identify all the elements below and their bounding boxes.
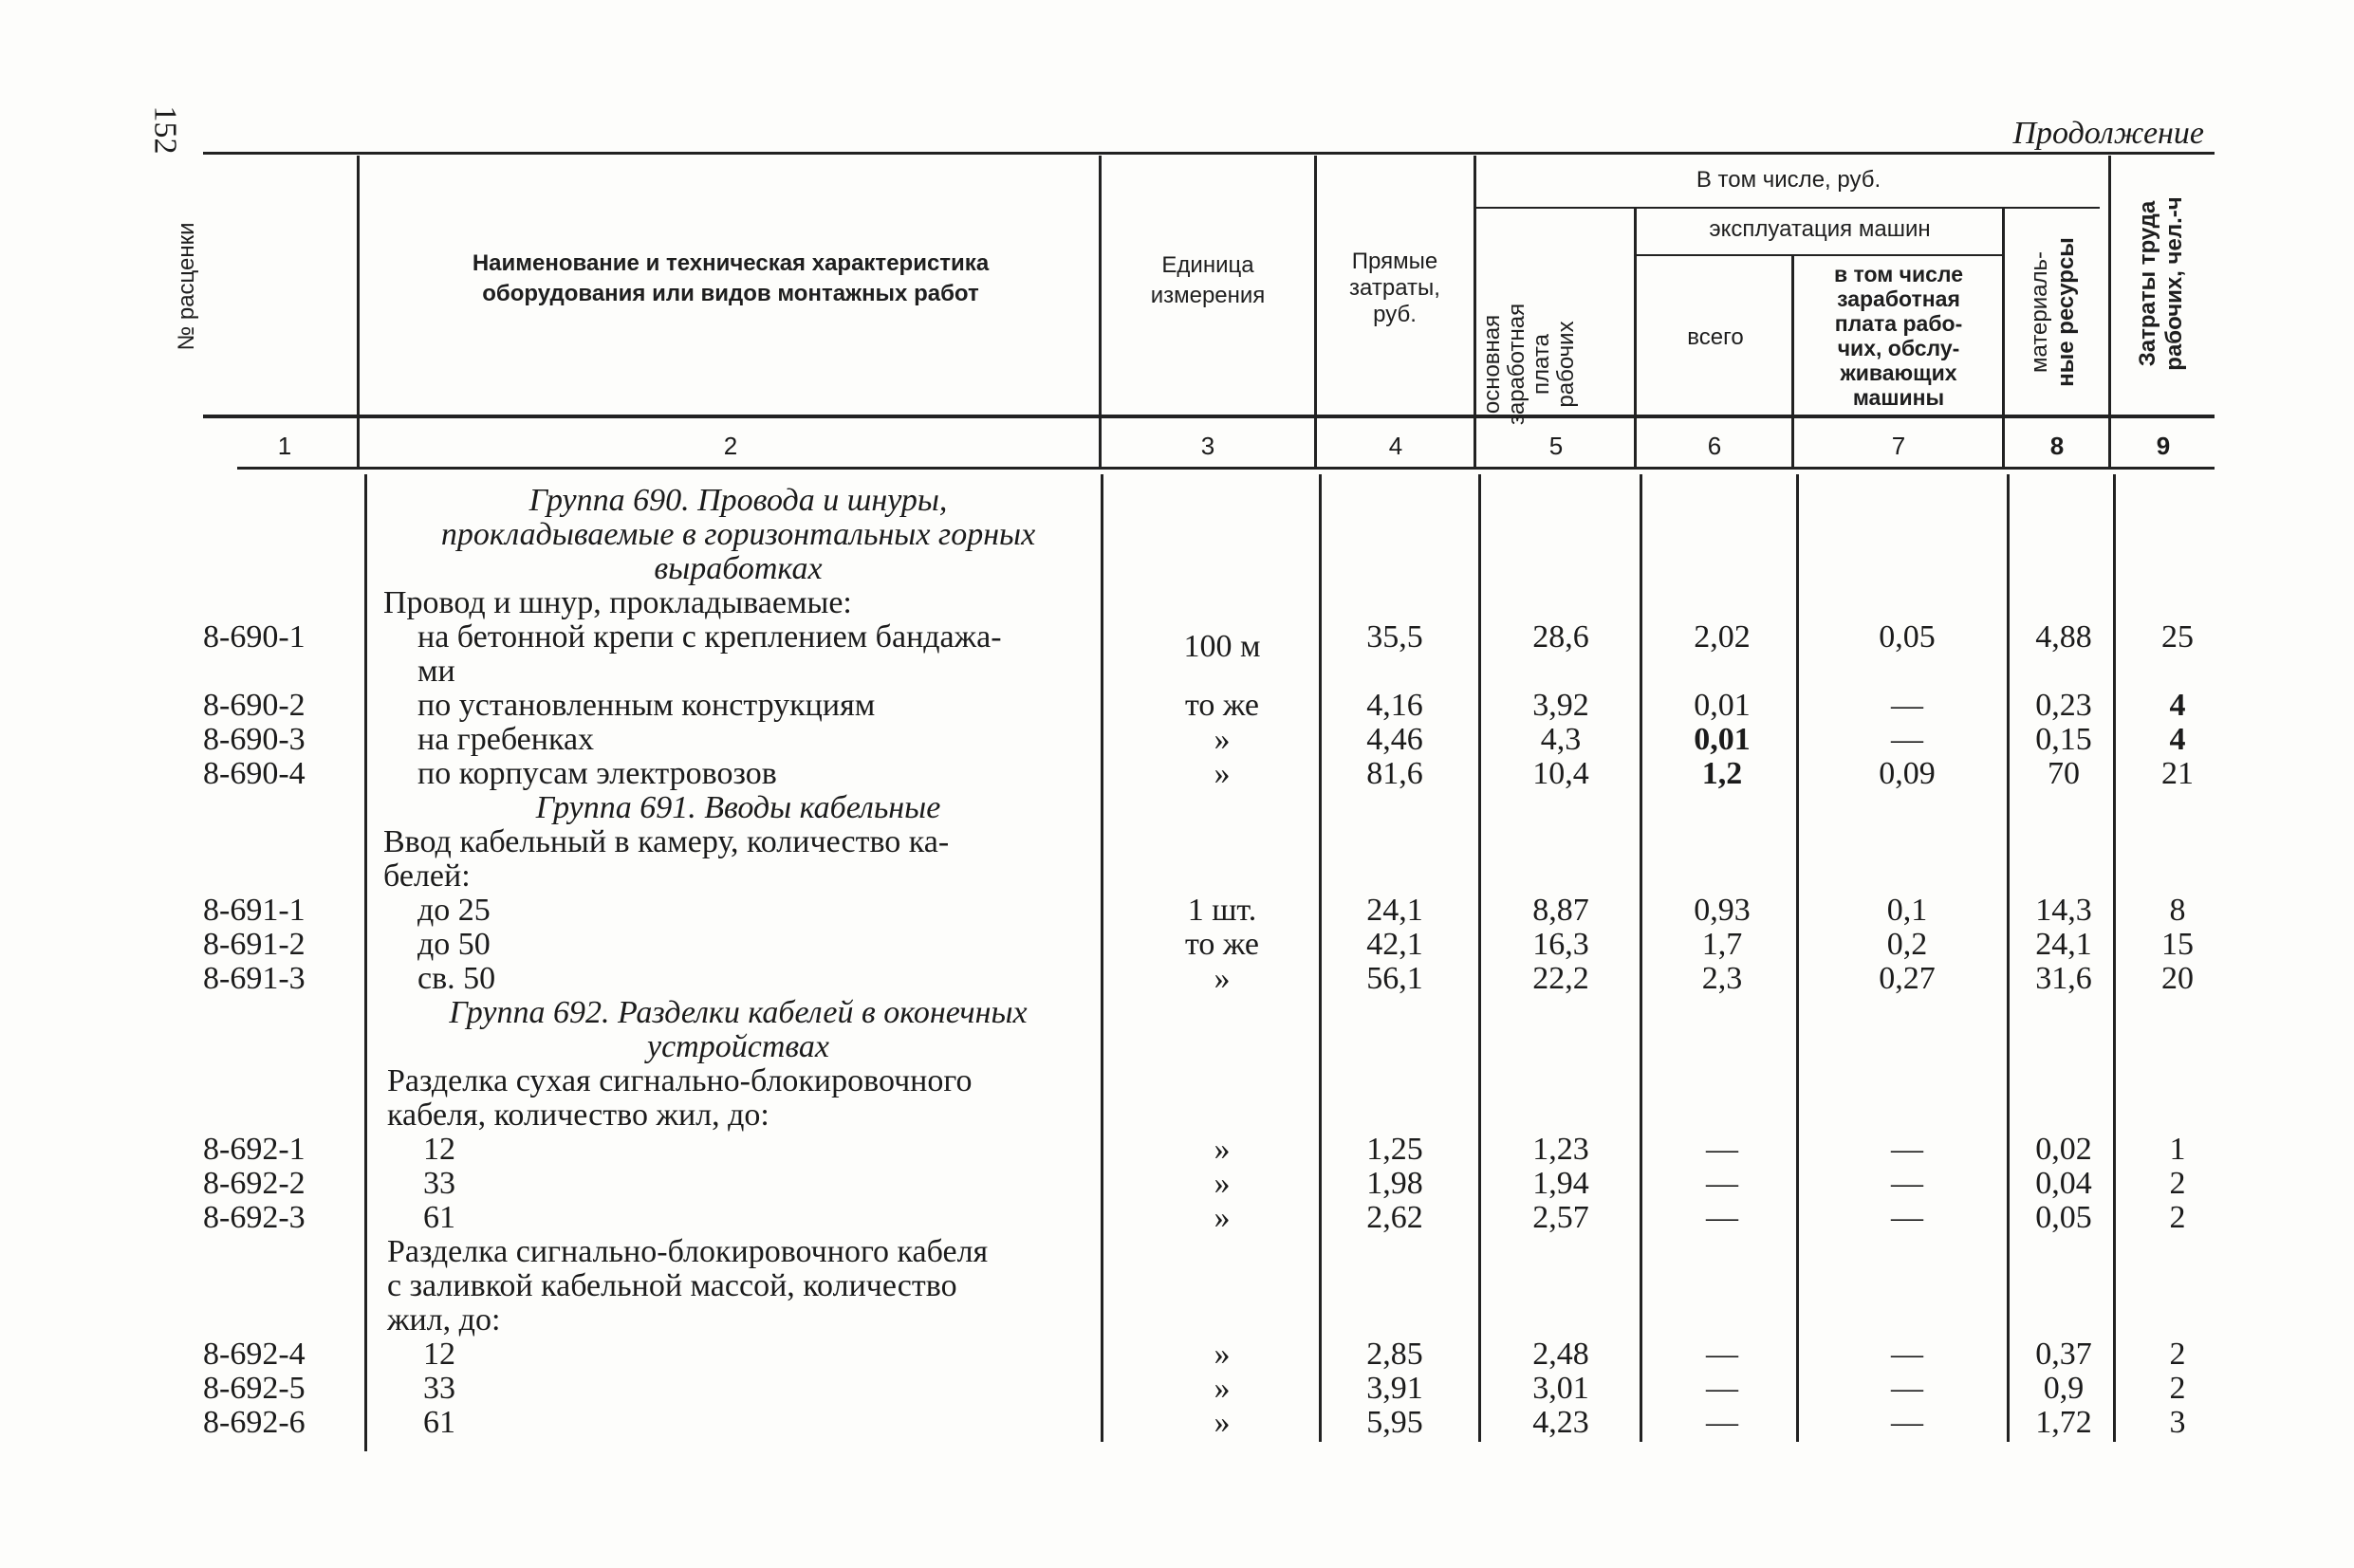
row-code: 8-690-1 — [203, 619, 306, 655]
row-machine-wages: 0,09 — [1879, 756, 1936, 791]
row-unit: то же — [1184, 927, 1260, 962]
group-690-intro: Провод и шнур, прокладываемые: — [383, 585, 852, 620]
header-bottom-rule — [203, 415, 2215, 418]
row-direct: 1,25 — [1366, 1132, 1423, 1167]
header-col3-line2: измерения — [1150, 283, 1266, 308]
group-title-line: прокладываемые в горизонтальных горных — [440, 517, 1036, 552]
row-machines: 0,01 — [1694, 688, 1751, 723]
row-unit: то же — [1184, 688, 1260, 723]
row-labor: 2 — [2169, 1337, 2186, 1372]
row-desc: св. 50 — [417, 961, 496, 996]
row-wages: 22,2 — [1532, 961, 1589, 996]
row-unit: 1 шт. — [1187, 893, 1257, 928]
row-wages: 3,92 — [1532, 688, 1589, 723]
group-692-intro-poured — [387, 1235, 988, 1337]
table-row — [0, 962, 2354, 996]
row-unit: » — [1214, 1371, 1231, 1406]
table-row — [0, 619, 2354, 664]
row-labor: 2 — [2169, 1200, 2186, 1235]
header-col8-line1: материаль- — [2027, 251, 2052, 373]
row-machine-wages: — — [1891, 1132, 1923, 1167]
header-col4-line1: Прямые — [1351, 249, 1438, 274]
colnum-4: 4 — [1388, 432, 1403, 460]
row-materials: 14,3 — [2035, 893, 2092, 928]
row-code: 8-691-2 — [203, 927, 306, 962]
row-machines: 2,3 — [1701, 961, 1743, 996]
group-title-line: Группа 690. Провода и шнуры, — [528, 483, 948, 518]
row-labor: 2 — [2169, 1371, 2186, 1406]
row-materials: 0,37 — [2035, 1337, 2092, 1372]
row-machine-wages: — — [1891, 1405, 1923, 1440]
row-code: 8-690-2 — [203, 688, 306, 723]
row-machines: 0,93 — [1694, 893, 1751, 928]
row-code: 8-692-3 — [203, 1200, 306, 1235]
header-col9 — [2135, 156, 2192, 412]
row-desc: 12 — [423, 1337, 455, 1372]
row-desc: 33 — [423, 1166, 455, 1201]
including-rule — [1475, 207, 2100, 209]
row-materials: 4,88 — [2035, 619, 2092, 655]
row-labor: 1 — [2169, 1132, 2186, 1167]
row-machines: 0,01 — [1694, 722, 1751, 757]
row-wages: 8,87 — [1532, 893, 1589, 928]
row-machines: 1,7 — [1701, 927, 1743, 962]
header-col7-line6: машины — [1852, 385, 1945, 410]
row-machines: — — [1706, 1405, 1738, 1440]
row-labor: 4 — [2169, 688, 2186, 723]
header-col5-line3: плата — [1529, 334, 1554, 395]
row-code: 8-692-6 — [203, 1405, 306, 1440]
table-row — [0, 1372, 2354, 1406]
colnum-2: 2 — [723, 432, 738, 460]
row-wages: 10,4 — [1532, 756, 1589, 791]
row-code: 8-691-1 — [203, 893, 306, 928]
colnum-3: 3 — [1200, 432, 1215, 460]
colnum-5: 5 — [1548, 432, 1564, 460]
intro-line: Разделка сухая сигнально-блокировочного — [387, 1063, 973, 1098]
row-wages: 16,3 — [1532, 927, 1589, 962]
row-labor: 8 — [2169, 893, 2186, 928]
row-materials: 0,04 — [2035, 1166, 2092, 1201]
table-row — [0, 894, 2354, 928]
intro-line: кабеля, количество жил, до: — [387, 1098, 769, 1133]
row-unit: » — [1214, 1166, 1231, 1201]
row-labor: 2 — [2169, 1166, 2186, 1201]
row-unit: » — [1214, 961, 1231, 996]
group-692-title — [368, 996, 1108, 1064]
colnum-bottom-rule — [237, 467, 2215, 470]
header-col7-line3: плата рабо- — [1834, 311, 1963, 336]
row-machine-wages: 0,1 — [1886, 893, 1928, 928]
row-direct: 35,5 — [1366, 619, 1423, 655]
header-col1: № расценки — [174, 222, 199, 351]
table-row — [0, 723, 2354, 757]
row-labor: 25 — [2161, 619, 2194, 655]
row-direct: 81,6 — [1366, 756, 1423, 791]
row-code: 8-690-3 — [203, 722, 306, 757]
row-desc-continued: ми — [417, 654, 455, 689]
header-col6: всего — [1687, 324, 1744, 350]
row-direct: 4,46 — [1366, 722, 1423, 757]
table-row — [0, 757, 2354, 791]
table-row — [0, 1337, 2354, 1372]
header-col2 — [370, 249, 1091, 309]
col-divider-4 — [1474, 156, 1476, 467]
group-691-title — [368, 791, 1108, 825]
table-top-rule — [203, 152, 2215, 155]
row-materials: 0,15 — [2035, 722, 2092, 757]
row-direct: 4,16 — [1366, 688, 1423, 723]
row-desc: по корпусам электровозов — [417, 756, 777, 791]
intro-line: белей: — [383, 858, 471, 894]
row-direct: 3,91 — [1366, 1371, 1423, 1406]
row-desc: 12 — [423, 1132, 455, 1167]
row-unit: » — [1214, 1200, 1231, 1235]
row-direct: 56,1 — [1366, 961, 1423, 996]
row-code: 8-692-5 — [203, 1371, 306, 1406]
group-690-title — [368, 484, 1108, 586]
row-unit: » — [1214, 1132, 1231, 1167]
row-wages: 4,23 — [1532, 1405, 1589, 1440]
row-desc: до 25 — [417, 893, 491, 928]
row-machines: — — [1706, 1200, 1738, 1235]
header-col7-line2: заработная — [1837, 286, 1960, 311]
colnum-9: 9 — [2156, 432, 2171, 460]
header-col5-line1: основная — [1479, 314, 1505, 415]
group-691-intro — [383, 825, 949, 894]
table-row — [0, 1133, 2354, 1167]
row-direct: 24,1 — [1366, 893, 1423, 928]
group-title-line: выработках — [654, 551, 823, 586]
row-desc: 33 — [423, 1371, 455, 1406]
row-machines: — — [1706, 1371, 1738, 1406]
intro-line: Разделка сигнально-блокировочного кабеля — [387, 1234, 989, 1269]
row-direct: 2,85 — [1366, 1337, 1423, 1372]
intro-line: жил, до: — [387, 1302, 501, 1337]
header-col4 — [1318, 249, 1472, 328]
continued-label: Продолжение — [2012, 116, 2204, 151]
row-desc: на бетонной крепи с креплением бандажа- — [417, 619, 1002, 655]
col-divider-8 — [2108, 156, 2111, 467]
colnum-7: 7 — [1891, 432, 1906, 460]
intro-line: Ввод кабельный в камеру, количество ка- — [383, 824, 950, 859]
header-col8-line2: ные ресурсы — [2053, 237, 2079, 387]
row-materials: 0,23 — [2035, 688, 2092, 723]
row-unit: » — [1214, 1337, 1231, 1372]
row-desc: 61 — [423, 1200, 455, 1235]
row-desc: до 50 — [417, 927, 491, 962]
machines-rule — [1634, 254, 2004, 256]
row-wages: 2,57 — [1532, 1200, 1589, 1235]
col-divider-3 — [1314, 156, 1317, 467]
colnum-8: 8 — [2049, 432, 2065, 460]
row-machine-wages: — — [1891, 688, 1923, 723]
table-row — [0, 1201, 2354, 1235]
row-machines: 1,2 — [1701, 756, 1743, 791]
header-col5-line4: рабочих — [1553, 321, 1579, 408]
row-wages: 3,01 — [1532, 1371, 1589, 1406]
header-machine-operation: эксплуатация машин — [1709, 216, 1931, 242]
col-divider-7 — [2002, 209, 2005, 467]
row-materials: 70 — [2048, 756, 2080, 791]
table-row — [0, 928, 2354, 962]
row-code: 8-692-1 — [203, 1132, 306, 1167]
row-machine-wages: — — [1891, 1166, 1923, 1201]
row-materials: 0,02 — [2035, 1132, 2092, 1167]
col-divider-2 — [1099, 156, 1102, 467]
row-materials: 31,6 — [2035, 961, 2092, 996]
row-code: 8-690-4 — [203, 756, 306, 791]
header-col9-line1: Затраты труда — [2135, 200, 2160, 367]
row-materials: 1,72 — [2035, 1405, 2092, 1440]
header-col7-line1: в том числе — [1833, 262, 1964, 286]
header-col9-line2: рабочих, чел.-ч — [2161, 196, 2187, 371]
header-col5 — [1480, 288, 1581, 440]
row-desc: на гребенках — [417, 722, 595, 757]
col-divider-1 — [357, 156, 360, 467]
row-code: 8-692-4 — [203, 1337, 306, 1372]
row-direct: 42,1 — [1366, 927, 1423, 962]
row-unit: » — [1214, 722, 1231, 757]
row-wages: 1,23 — [1532, 1132, 1589, 1167]
table-row — [0, 689, 2354, 723]
table-row — [0, 1406, 2354, 1440]
header-col4-line3: руб. — [1373, 302, 1417, 327]
row-machine-wages: — — [1891, 1337, 1923, 1372]
group-title-line: Группа 691. Вводы кабельные — [535, 790, 941, 825]
row-wages: 1,94 — [1532, 1166, 1589, 1201]
row-machine-wages: 0,05 — [1879, 619, 1936, 655]
colnum-1: 1 — [277, 432, 292, 460]
row-machines: — — [1706, 1337, 1738, 1372]
header-col8 — [2027, 212, 2080, 412]
header-col4-line2: затраты, — [1349, 275, 1440, 301]
row-materials: 0,9 — [2043, 1371, 2085, 1406]
header-col3-line1: Единица — [1161, 252, 1254, 278]
row-labor: 21 — [2161, 756, 2194, 791]
row-code: 8-692-2 — [203, 1166, 306, 1201]
row-labor: 15 — [2161, 927, 2194, 962]
row-machine-wages: — — [1891, 1371, 1923, 1406]
row-machine-wages: — — [1891, 1200, 1923, 1235]
row-wages: 4,3 — [1540, 722, 1582, 757]
col-divider-5 — [1634, 209, 1637, 467]
row-unit: » — [1214, 756, 1231, 791]
row-labor: 20 — [2161, 961, 2194, 996]
header-col3 — [1103, 250, 1313, 311]
row-code: 8-691-3 — [203, 961, 306, 996]
group-692-intro-dry — [387, 1064, 972, 1133]
intro-line: с заливкой кабельной массой, количество — [387, 1268, 957, 1303]
row-machines: — — [1706, 1166, 1738, 1201]
row-labor: 4 — [2169, 722, 2186, 757]
header-col2-line1: Наименование и техническая характеристика — [472, 250, 990, 276]
row-materials: 0,05 — [2035, 1200, 2092, 1235]
row-machine-wages: 0,2 — [1886, 927, 1928, 962]
header-col7-line4: чих, обслу- — [1837, 336, 1960, 360]
header-including: В том числе, руб. — [1696, 167, 1881, 193]
header-col5-line2: заработная — [1504, 303, 1529, 426]
row-machines: — — [1706, 1132, 1738, 1167]
row-unit: » — [1214, 1405, 1231, 1440]
row-direct: 1,98 — [1366, 1166, 1423, 1201]
row-machine-wages: 0,27 — [1879, 961, 1936, 996]
row-wages: 2,48 — [1532, 1337, 1589, 1372]
row-wages: 28,6 — [1532, 619, 1589, 655]
header-col7-line5: живающих — [1840, 360, 1957, 385]
row-unit: 100 м — [1183, 629, 1261, 664]
page-number: 152 — [147, 105, 183, 155]
header-col7 — [1798, 262, 1999, 410]
row-labor: 3 — [2169, 1405, 2186, 1440]
row-desc: 61 — [423, 1405, 455, 1440]
group-title-line: Группа 692. Разделки кабелей в оконечных — [449, 995, 1028, 1030]
group-title-line: устройствах — [647, 1029, 829, 1064]
row-direct: 5,95 — [1366, 1405, 1423, 1440]
table-row — [0, 1167, 2354, 1201]
row-materials: 24,1 — [2035, 927, 2092, 962]
row-desc: по установленным конструкциям — [417, 688, 876, 723]
header-col2-line2: оборудования или видов монтажных работ — [482, 281, 979, 306]
row-machine-wages: — — [1891, 722, 1923, 757]
colnum-6: 6 — [1707, 432, 1722, 460]
row-machines: 2,02 — [1694, 619, 1751, 655]
row-direct: 2,62 — [1366, 1200, 1423, 1235]
